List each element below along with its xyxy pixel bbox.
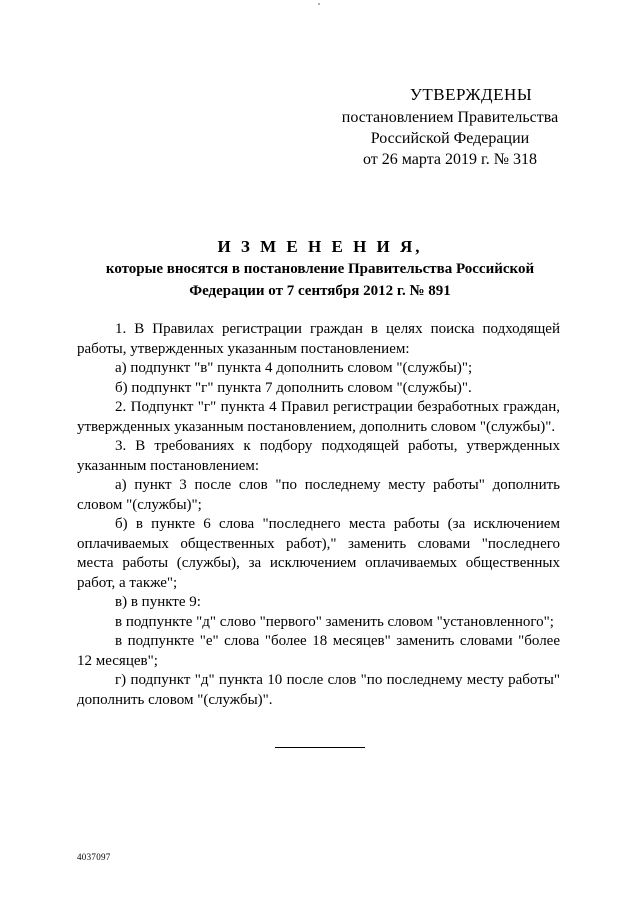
paragraph-3a: а) пункт 3 после слов "по последнему месту работы" дополнить словом "(службы)"; [77,477,560,513]
paragraph-3v: в) в пункте 9: [115,594,201,610]
paragraph-2: 2. Подпункт "г" пункта 4 Правил регистрации безработных граждан, утвержденных указанным постановлением, дополнить словом "(службы)". [77,399,560,435]
document-number: 4037097 [77,852,111,862]
paragraph-1: 1. В Правилах регистрации граждан в целях поиска подходящей работы, утвержденных указанным постановлением: [77,321,560,357]
title-sub-2: Федерации от 7 сентября 2012 г. № 891 [189,283,451,299]
paragraph-1b: б) подпункт "г" пункта 7 дополнить словом "(службы)". [115,379,472,396]
paragraph-3: 3. В требованиях к подбору подходящей работы, утвержденных указанным постановлением: [77,438,560,474]
paragraph-3v-d: в подпункте "д" слово "первого" заменить словом "установленного"; [115,613,554,630]
approval-stamp [330,84,570,170]
paragraph-3g: г) подпункт "д" пункта 10 после слов "по последнему месту работы" дополнить словом "(службы)". [77,672,560,708]
title-main: И З М Е Н Е Н И Я, [217,237,423,256]
document-body [77,320,560,710]
approval-heading: УТВЕРЖДЕНЫ [409,85,533,104]
title-sub-1: которые вносятся в постановление Правительства Российской [105,261,535,277]
approval-line-2: Российской Федерации [370,130,530,147]
approval-line-1: постановлением Правительства [341,109,559,126]
page-mark [318,3,320,5]
paragraph-1a: а) подпункт "в" пункта 4 дополнить словом "(службы)"; [115,360,473,376]
paragraph-3b: б) в пункте 6 слова "последнего места работы (за исключением оплачиваемых общественных работ)," заменить словами "последнего места работы (службы), за исключением оплачиваемых общественных работ, а также"; [77,516,560,591]
end-rule [275,747,365,748]
document-title [60,236,580,302]
approval-line-3: от 26 марта 2019 г. № 318 [363,151,537,168]
paragraph-3v-e: в подпункте "е" слова "более 18 месяцев" заменить словами "более 12 месяцев"; [77,633,560,669]
